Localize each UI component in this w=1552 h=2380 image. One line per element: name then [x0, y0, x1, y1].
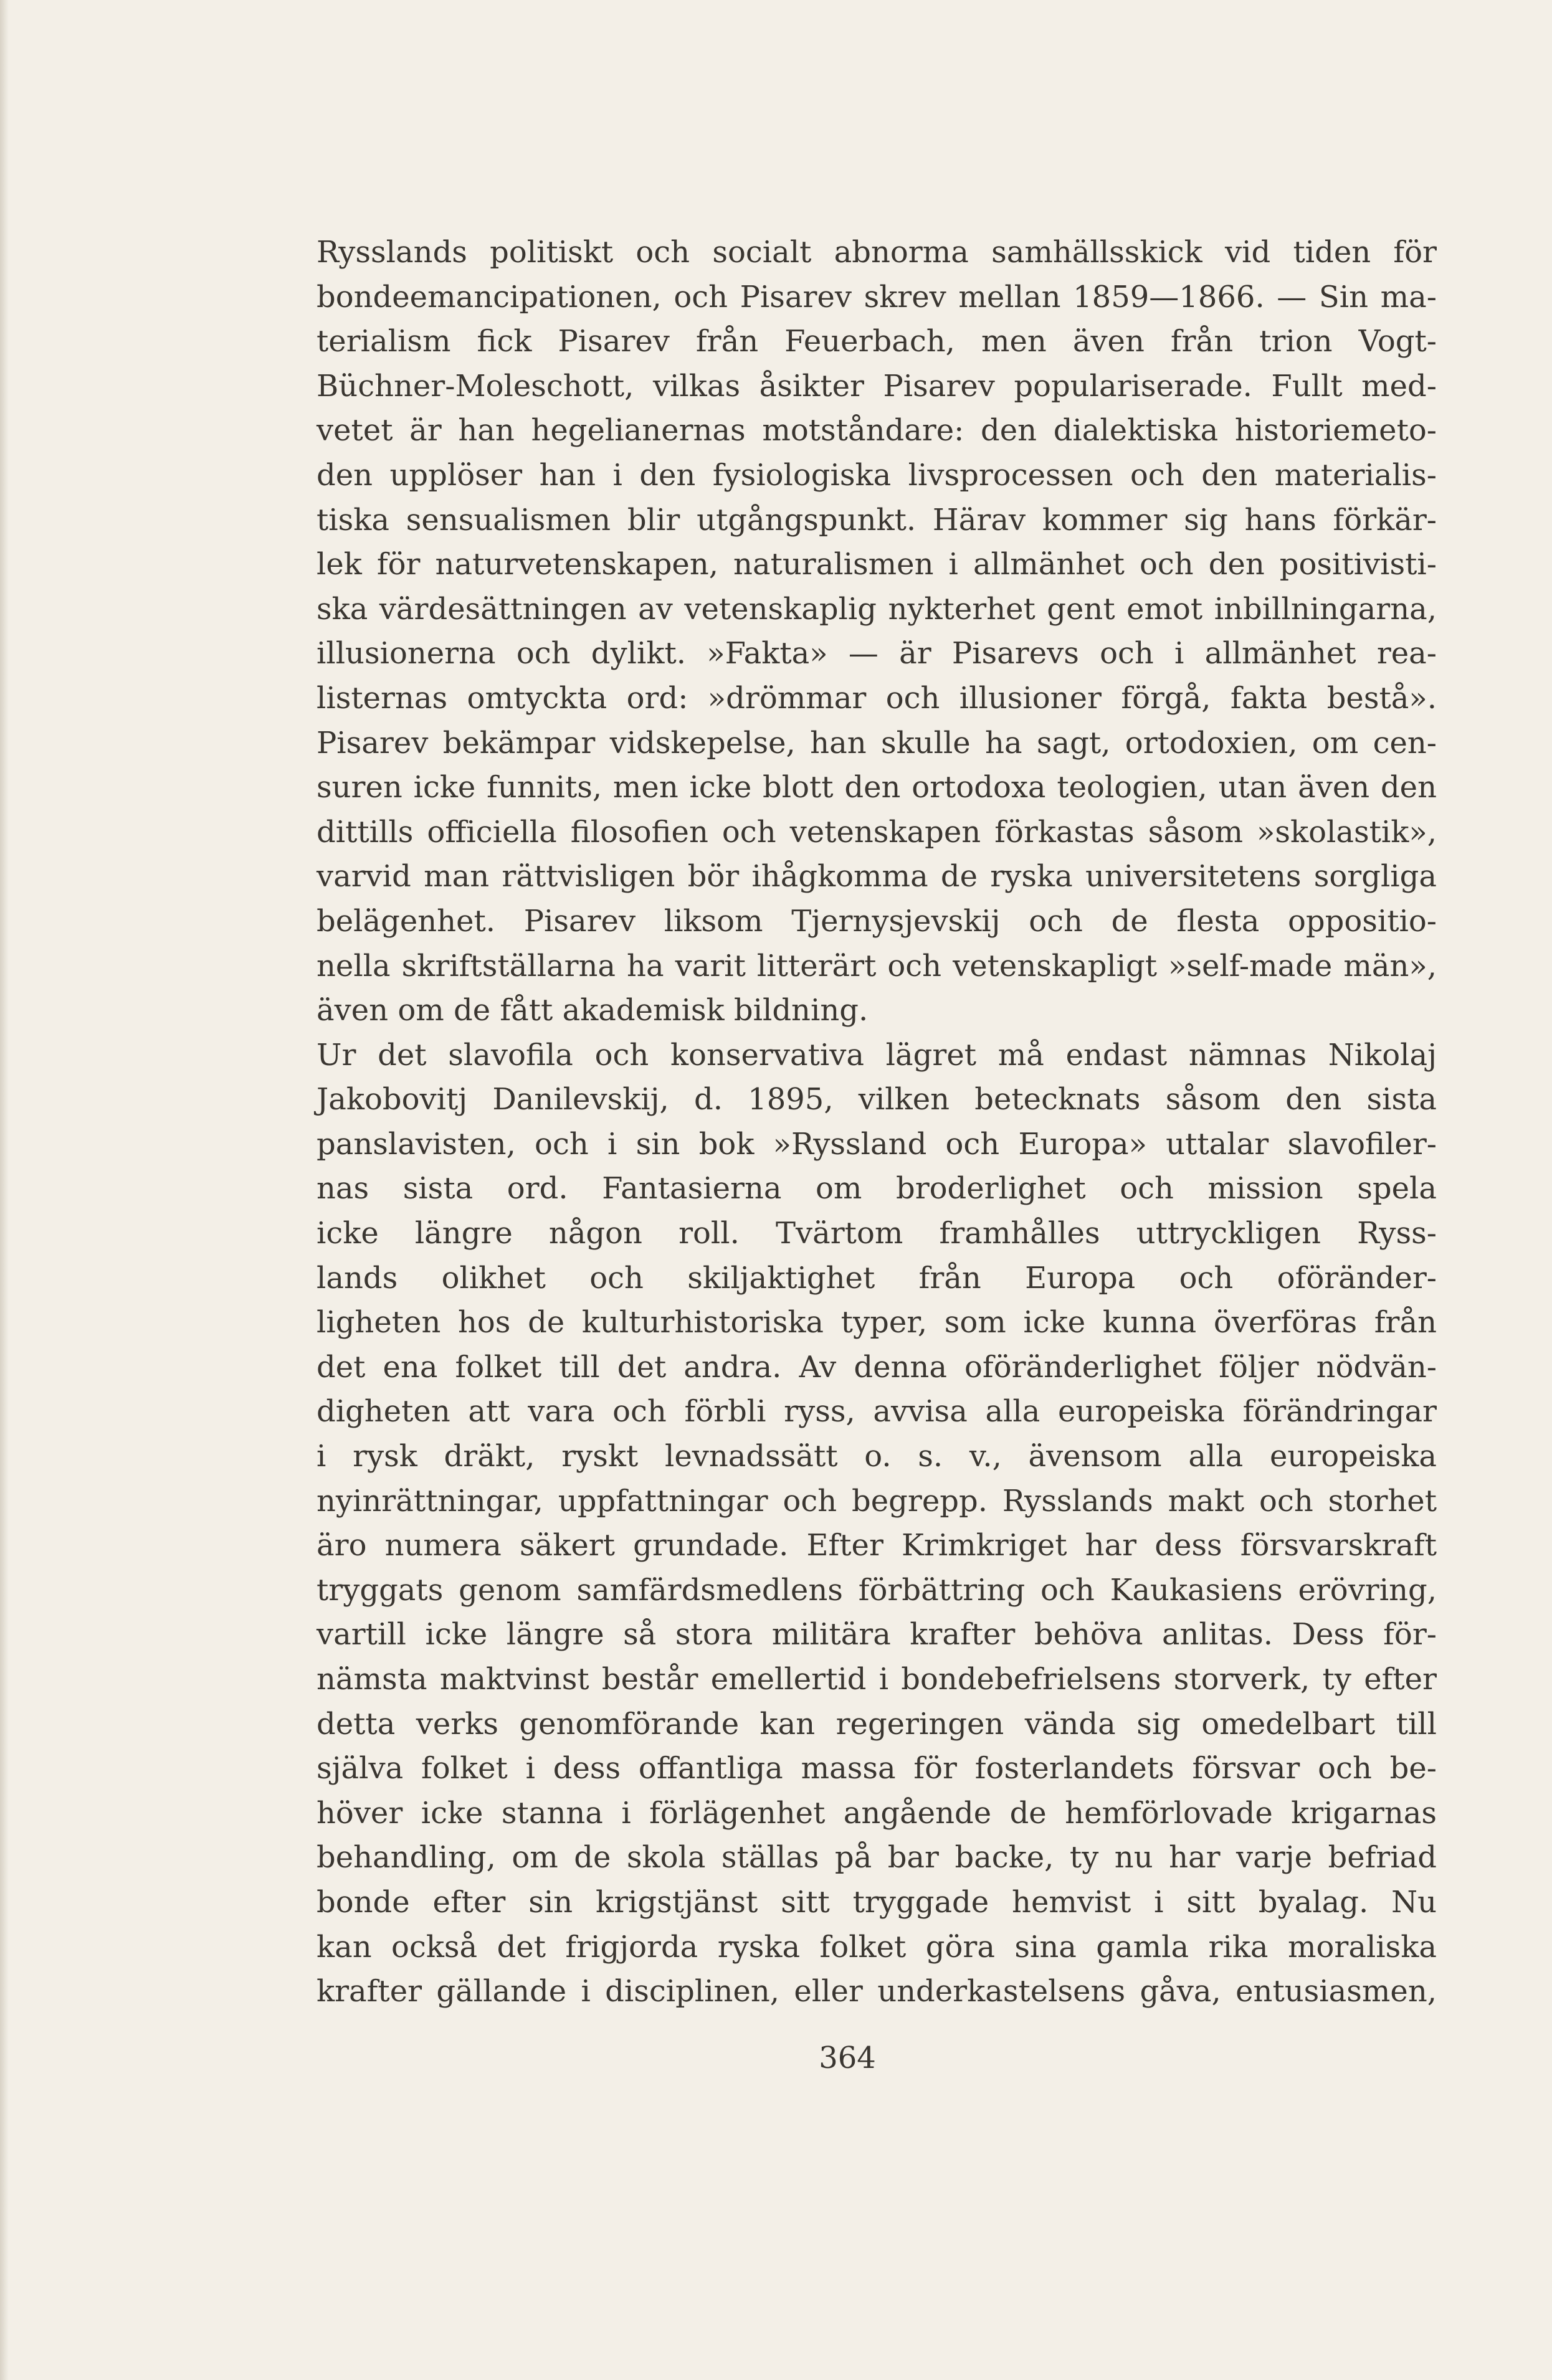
- text-line: även om de fått akademisk bildning.: [317, 993, 869, 1028]
- text-line: krafter gällande i disciplinen, eller underkastelsens gåva, entusiasmen,: [317, 1974, 1437, 2009]
- page-number: 364: [819, 2041, 876, 2075]
- text-line: vetet är han hegelianernas motståndare: den dialektiska historiemeto-: [317, 413, 1437, 448]
- text-line: Rysslands politiskt och socialt abnorma samhällsskick vid tiden för: [317, 235, 1437, 270]
- text-line: nämsta maktvinst består emellertid i bondebefrielsens storverk, ty efter: [317, 1662, 1437, 1697]
- text-line: det ena folket till det andra. Av denna oföränderlighet följer nödvän-: [317, 1349, 1437, 1385]
- text-line: den upplöser han i den fysiologiska livsprocessen och den materialis-: [317, 457, 1437, 493]
- text-line: behandling, om de skola ställas på bar backe, ty nu har varje befriad: [317, 1840, 1437, 1875]
- text-line: ligheten hos de kulturhistoriska typer, som icke kunna överföras från: [317, 1305, 1437, 1340]
- text-line: bondeemancipationen, och Pisarev skrev mellan 1859—1866. — Sin ma-: [317, 279, 1437, 315]
- text-line: digheten att vara och förbli ryss, avvisa alla europeiska förändringar: [317, 1394, 1437, 1429]
- text-line: själva folket i dess offantliga massa för fosterlandets försvar och be-: [317, 1751, 1437, 1786]
- text-line: äro numera säkert grundade. Efter Krimkriget har dess försvarskraft: [317, 1528, 1437, 1563]
- text-line: lek för naturvetenskapen, naturalismen i allmänhet och den positivisti-: [317, 547, 1437, 582]
- text-line: vartill icke längre så stora militära krafter behöva anlitas. Dess för-: [317, 1617, 1437, 1652]
- text-line: Jakobovitj Danilevskij, d. 1895, vilken betecknats såsom den sista: [317, 1082, 1437, 1117]
- text-line: dittills officiella filosofien och vetenskapen förkastas såsom »skolastik»,: [317, 814, 1437, 850]
- text-line: suren icke funnits, men icke blott den ortodoxa teologien, utan även den: [317, 770, 1437, 805]
- text-line: Pisarev bekämpar vidskepelse, han skulle ha sagt, ortodoxien, om cen-: [317, 725, 1437, 761]
- text-line: i rysk dräkt, ryskt levnadssätt o. s. v., ävensom alla europeiska: [317, 1439, 1437, 1474]
- text-line: terialism fick Pisarev från Feuerbach, men även från trion Vogt-: [317, 324, 1437, 359]
- text-line: nas sista ord. Fantasierna om broderlighet och mission spela: [317, 1171, 1437, 1207]
- text-line: panslavisten, och i sin bok »Ryssland och Europa» uttalar slavofiler-: [317, 1126, 1437, 1162]
- text-line: bonde efter sin krigstjänst sitt tryggade hemvist i sitt byalag. Nu: [317, 1884, 1437, 1920]
- text-line: lands olikhet och skiljaktighet från Europa och oföränder-: [317, 1260, 1437, 1296]
- text-line: nyinrättningar, uppfattningar och begrepp. Rysslands makt och storhet: [317, 1483, 1437, 1519]
- text-line: Büchner-Moleschott, vilkas åsikter Pisarev populariserade. Fullt med-: [317, 368, 1437, 404]
- text-line: listernas omtyckta ord: »drömmar och illusioner förgå, fakta bestå».: [317, 680, 1437, 716]
- text-line: tryggats genom samfärdsmedlens förbättring och Kaukasiens erövring,: [317, 1572, 1437, 1608]
- text-line: varvid man rättvisligen bör ihågkomma de ryska universitetens sorgliga: [317, 859, 1437, 894]
- body-text: [317, 230, 1437, 2014]
- text-line: detta verks genomförande kan regeringen vända sig omedelbart till: [317, 1706, 1437, 1742]
- text-line: Ur det slavofila och konservativa lägret må endast nämnas Nikolaj: [317, 1037, 1437, 1073]
- page-edge-shadow: [0, 0, 9, 2380]
- text-line: höver icke stanna i förlägenhet angående de hemförlovade krigarnas: [317, 1795, 1437, 1831]
- text-line: nella skriftställarna ha varit litterärt och vetenskapligt »self-made män»,: [317, 948, 1437, 984]
- text-line: illusionerna och dylikt. »Fakta» — är Pisarevs och i allmänhet rea-: [317, 636, 1437, 671]
- text-line: icke längre någon roll. Tvärtom framhålles uttryckligen Ryss-: [317, 1216, 1437, 1251]
- text-line: belägenhet. Pisarev liksom Tjernysjevskij och de flesta oppositio-: [317, 903, 1437, 939]
- text-line: kan också det frigjorda ryska folket göra sina gamla rika moraliska: [317, 1929, 1437, 1965]
- text-line: tiska sensualismen blir utgångspunkt. Härav kommer sig hans förkär-: [317, 502, 1437, 538]
- text-line: ska värdesättningen av vetenskaplig nykterhet gent emot inbillningarna,: [317, 591, 1437, 627]
